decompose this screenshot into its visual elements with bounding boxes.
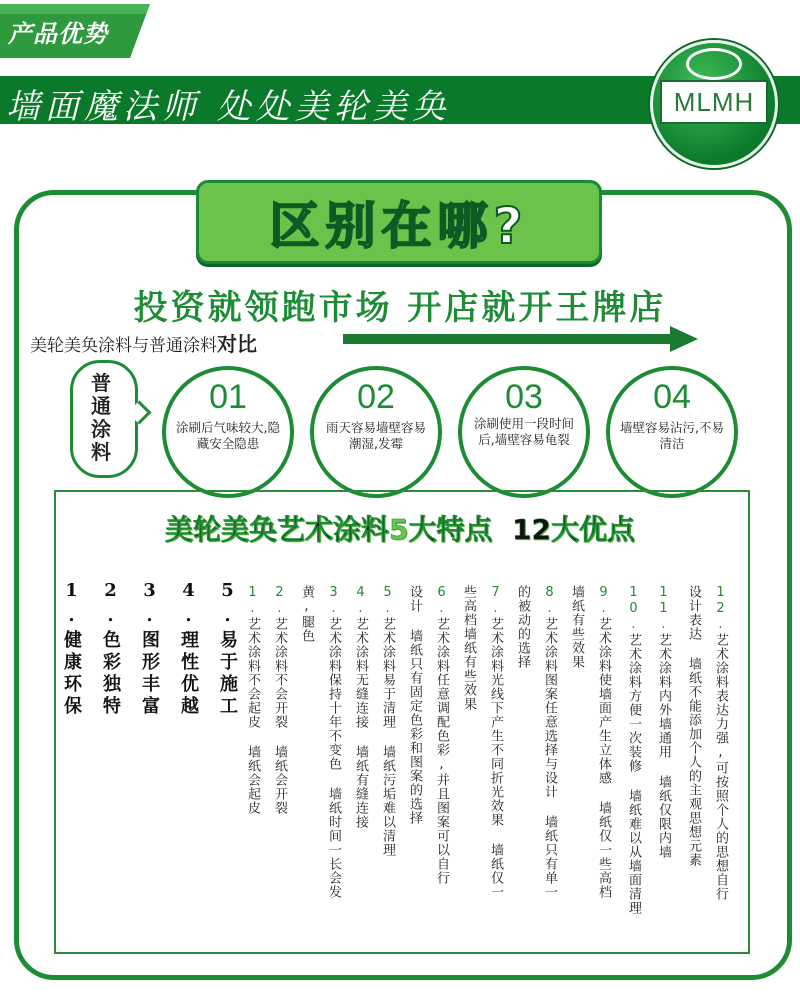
arrow-line — [343, 334, 673, 344]
advantage-7: 7.艺术涂料光线下产生不同折光效果 墙纸仅一 — [488, 585, 503, 899]
features-box — [54, 490, 750, 954]
advantage-2: 2.艺术涂料不会开裂 墙纸会开裂 — [272, 585, 287, 815]
compare-text-1: 涂刷后气味较大,隐藏安全隐患 — [176, 420, 280, 451]
feature-point-5: 5.易于施工 — [217, 580, 238, 718]
title-banner — [196, 180, 602, 264]
feature-point-2: 2.色彩独特 — [100, 580, 121, 718]
compare-num-3: 03 — [505, 378, 543, 416]
advantage-11: 11.艺术涂料内外墙通用 墙纸仅限内墙 — [656, 585, 671, 859]
features-title-a: 美轮美奂艺术涂料 — [165, 513, 390, 546]
features-title-c: 大优点 — [550, 513, 635, 546]
compare-caption — [30, 328, 257, 357]
slogan: 投资就领跑市场 开店就开王牌店 — [133, 288, 667, 328]
advantage-5: 5.艺术涂料易于清理 墙纸污垢难以清理 — [380, 585, 395, 857]
compare-num-2: 02 — [357, 378, 395, 416]
advantage-6: 6.艺术涂料任意调配色彩,并且图案可以自行 — [434, 585, 449, 885]
feature-point-1: 1.健康环保 — [61, 580, 82, 718]
features-title-b: 大特点 — [408, 513, 493, 546]
compare-bold: 对比 — [217, 332, 257, 356]
ordinary-paint-label: 普通涂料 — [91, 371, 111, 464]
advantage-12: 12.艺术涂料表达力强,可按照个人的思想自行 — [713, 585, 728, 901]
compare-text-3: 涂刷使用一段时间后,墙壁容易龟裂 — [473, 416, 574, 447]
advantage-6-cont: 设计 墙纸只有固定色彩和图案的选择 — [407, 585, 422, 825]
compare-text-2: 雨天容易墙壁容易潮湿,发霉 — [325, 420, 426, 451]
advantage-8-cont: 的被动的选择 — [515, 585, 530, 669]
feature-point-3: 3.图形丰富 — [139, 580, 160, 718]
compare-num-1: 01 — [209, 378, 247, 416]
advantage-8: 8.艺术涂料图案任意选择与设计 墙纸只有单一 — [542, 585, 557, 899]
advantage-10: 10.艺术涂料方便一次装修 墙纸难以从墙面清理 — [626, 585, 641, 915]
advantage-9-cont: 墙纸有些效果 — [569, 585, 584, 669]
features-title — [54, 508, 746, 548]
banner-slogan: 墙面魔法师 处处美轮美奂 — [6, 87, 451, 127]
advantage-1: 1.艺术涂料不会起皮 墙纸会起皮 — [245, 585, 260, 815]
advantage-12-cont: 设计表达 墙纸不能添加个人的主观思想元素 — [686, 585, 701, 867]
features-title-12: 12 — [512, 513, 551, 546]
logo-emblem-icon — [686, 48, 742, 80]
advantage-4: 4.艺术涂料无缝连接 墙纸有缝连接 — [353, 585, 368, 829]
advantage-7-cont: 些高档墙纸有些效果 — [461, 585, 476, 711]
section-tag: 产品优势 — [8, 19, 108, 48]
logo-text: MLMH — [673, 86, 755, 117]
logo-label-box — [660, 80, 768, 124]
section-title: 区别在哪? — [269, 197, 529, 255]
compare-text-4: 墙壁容易沾污,不易清洁 — [620, 420, 724, 451]
compare-label: 美轮美奂涂料与普通涂料 — [30, 336, 217, 356]
features-title-5: 5 — [389, 513, 409, 546]
advantage-3-cont: 黄,腿色 — [299, 585, 314, 643]
advantage-3: 3.艺术涂料保持十年不变色 墙纸时间一长会发 — [326, 585, 341, 899]
arrow-right-icon — [670, 326, 698, 352]
feature-point-4: 4.理性优越 — [178, 580, 199, 718]
advantage-9: 9.艺术涂料使墙面产生立体感 墙纸仅一些高档 — [596, 585, 611, 899]
compare-num-4: 04 — [653, 378, 691, 416]
